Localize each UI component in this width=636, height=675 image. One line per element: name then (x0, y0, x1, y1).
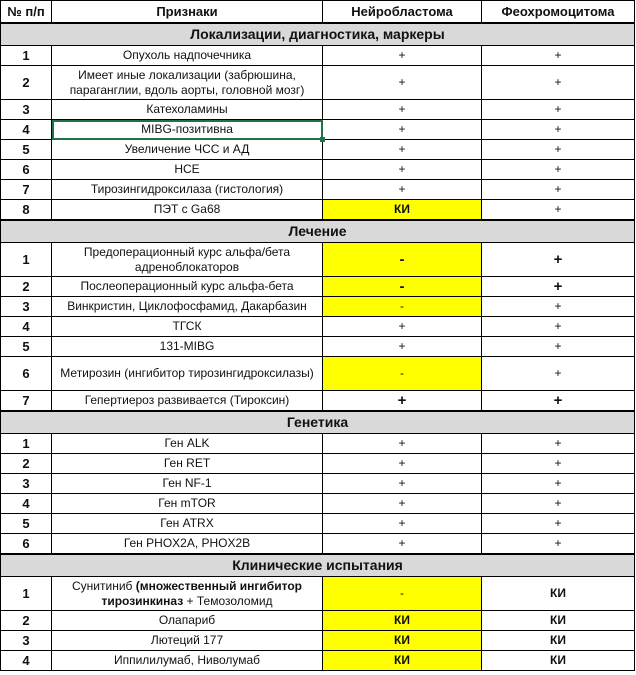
table-row (1, 243, 635, 277)
row-number-cell[interactable]: 2 (1, 66, 52, 100)
neuroblastoma-cell[interactable]: + (323, 534, 482, 555)
table-row (1, 317, 635, 337)
feature-cell[interactable] (52, 180, 323, 200)
table-row (1, 277, 635, 297)
table-row (1, 66, 635, 100)
feature-text: Ген mTOR (158, 496, 216, 510)
table-row (1, 160, 635, 180)
neuroblastoma-cell[interactable]: + (323, 140, 482, 160)
row-number-cell[interactable]: 1 (1, 46, 52, 66)
table-row (1, 434, 635, 454)
table-row (1, 631, 635, 651)
row-number-cell[interactable]: 1 (1, 577, 52, 611)
table-row (1, 611, 635, 631)
neuroblastoma-cell[interactable]: + (323, 494, 482, 514)
feature-cell[interactable] (52, 317, 323, 337)
section-row (1, 23, 635, 46)
section-row (1, 411, 635, 434)
feature-cell[interactable] (52, 120, 323, 140)
feature-cell[interactable] (52, 454, 323, 474)
feature-cell[interactable] (52, 514, 323, 534)
feature-text: Винкристин, Циклофосфамид, Дакарбазин (67, 299, 307, 313)
feature-cell[interactable] (52, 140, 323, 160)
table-row (1, 120, 635, 140)
table-row (1, 200, 635, 221)
feature-cell[interactable] (52, 337, 323, 357)
row-number-cell[interactable]: 2 (1, 454, 52, 474)
row-number-cell[interactable]: 3 (1, 297, 52, 317)
header-neuroblastoma[interactable]: Нейробластома (323, 1, 482, 24)
neuroblastoma-cell[interactable]: - (323, 577, 482, 611)
feature-cell[interactable] (52, 277, 323, 297)
row-number-cell[interactable]: 8 (1, 200, 52, 221)
section-row (1, 220, 635, 243)
feature-text: Катехоламины (146, 102, 228, 116)
feature-text: 131-MIBG (159, 339, 215, 353)
row-number-cell[interactable]: 4 (1, 494, 52, 514)
feature-text: Послеоперационный курс альфа-бета (80, 279, 294, 293)
feature-cell[interactable] (52, 391, 323, 412)
table-row (1, 297, 635, 317)
feature-text: + Темозоломид (183, 593, 273, 608)
feature-text: Ген ATRX (160, 516, 214, 530)
table-row (1, 494, 635, 514)
feature-cell[interactable] (52, 243, 323, 277)
feature-cell[interactable] (52, 651, 323, 671)
row-number-cell[interactable]: 3 (1, 631, 52, 651)
row-number-cell[interactable]: 6 (1, 534, 52, 555)
feature-text: Опухоль надпочечника (122, 48, 252, 62)
pheochromocytoma-cell[interactable]: + (482, 454, 635, 474)
row-number-cell[interactable]: 1 (1, 243, 52, 277)
table-row (1, 534, 635, 555)
row-number-cell[interactable]: 2 (1, 611, 52, 631)
pheochromocytoma-cell[interactable]: + (482, 337, 635, 357)
neuroblastoma-cell[interactable]: КИ (323, 200, 482, 221)
row-number-cell[interactable]: 4 (1, 120, 52, 140)
row-number-cell[interactable]: 3 (1, 100, 52, 120)
table-row (1, 514, 635, 534)
feature-cell[interactable] (52, 297, 323, 317)
pheochromocytoma-cell[interactable]: + (482, 391, 635, 412)
table-row (1, 180, 635, 200)
header-row (1, 1, 635, 24)
feature-text: Ген PHOX2A, PHOX2B (123, 536, 251, 550)
neuroblastoma-cell[interactable]: - (323, 243, 482, 277)
section-row (1, 554, 635, 577)
neuroblastoma-cell[interactable]: + (323, 66, 482, 100)
feature-cell[interactable] (52, 494, 323, 514)
row-number-cell[interactable]: 5 (1, 514, 52, 534)
neuroblastoma-cell[interactable]: - (323, 297, 482, 317)
neuroblastoma-cell[interactable]: + (323, 120, 482, 140)
feature-text: MIBG-позитивна (141, 122, 233, 136)
row-number-cell[interactable]: 1 (1, 434, 52, 454)
feature-cell[interactable] (52, 66, 323, 100)
feature-cell[interactable] (52, 631, 323, 651)
table-body (1, 23, 635, 671)
pheochromocytoma-cell[interactable]: + (482, 66, 635, 100)
neuroblastoma-cell[interactable]: + (323, 100, 482, 120)
feature-cell[interactable] (52, 100, 323, 120)
feature-text: Предоперационный курс альфа/бета адреноблокаторов (83, 244, 291, 274)
neuroblastoma-cell[interactable]: + (323, 454, 482, 474)
row-number-cell[interactable]: 5 (1, 337, 52, 357)
pheochromocytoma-cell[interactable]: + (482, 200, 635, 221)
neuroblastoma-cell[interactable]: - (323, 357, 482, 391)
feature-text: Иппилилумаб, Ниволумаб (113, 653, 261, 667)
pheochromocytoma-cell[interactable]: КИ (482, 611, 635, 631)
pheochromocytoma-cell[interactable]: + (482, 277, 635, 297)
table-row (1, 100, 635, 120)
row-number-cell[interactable]: 2 (1, 277, 52, 297)
table-row (1, 474, 635, 494)
neuroblastoma-cell[interactable]: КИ (323, 651, 482, 671)
feature-cell[interactable] (52, 434, 323, 454)
pheochromocytoma-cell[interactable]: + (482, 100, 635, 120)
feature-text: Метирозин (ингибитор тирозингидроксилазы) (60, 366, 314, 380)
feature-text: ПЭТ с Ga68 (153, 202, 221, 216)
feature-text: Тирозингидроксилаза (гистология) (90, 182, 284, 196)
pheochromocytoma-cell[interactable]: + (482, 46, 635, 66)
neuroblastoma-cell[interactable]: - (323, 277, 482, 297)
pheochromocytoma-cell[interactable]: + (482, 317, 635, 337)
row-number-cell[interactable]: 6 (1, 160, 52, 180)
pheochromocytoma-cell[interactable]: КИ (482, 631, 635, 651)
neuroblastoma-cell[interactable]: + (323, 434, 482, 454)
feature-text: Имеет иные локализации (забрюшина, параганглии, вдоль аорты, головной мозг) (69, 67, 305, 97)
neuroblastoma-cell[interactable]: + (323, 317, 482, 337)
table-row (1, 140, 635, 160)
pheochromocytoma-cell[interactable]: КИ (482, 651, 635, 671)
section-title[interactable]: Клинические испытания (1, 554, 635, 577)
row-number-cell[interactable]: 7 (1, 180, 52, 200)
table-row (1, 577, 635, 611)
feature-text: Сунитиниб (72, 578, 136, 593)
header-number[interactable]: № п/п (1, 1, 52, 24)
feature-cell[interactable] (52, 577, 323, 611)
pheochromocytoma-cell[interactable]: + (482, 514, 635, 534)
pheochromocytoma-cell[interactable]: + (482, 180, 635, 200)
header-pheochromocytoma[interactable]: Феохромоцитома (482, 1, 635, 24)
pheochromocytoma-cell[interactable]: + (482, 243, 635, 277)
feature-cell[interactable] (52, 357, 323, 391)
pheochromocytoma-cell[interactable]: + (482, 434, 635, 454)
pheochromocytoma-cell[interactable]: + (482, 297, 635, 317)
feature-cell[interactable] (52, 160, 323, 180)
row-number-cell[interactable]: 4 (1, 651, 52, 671)
table-row (1, 46, 635, 66)
pheochromocytoma-cell[interactable]: + (482, 357, 635, 391)
neuroblastoma-cell[interactable]: + (323, 337, 482, 357)
row-number-cell[interactable]: 7 (1, 391, 52, 412)
neuroblastoma-cell[interactable]: КИ (323, 611, 482, 631)
pheochromocytoma-cell[interactable]: + (482, 494, 635, 514)
row-number-cell[interactable]: 5 (1, 140, 52, 160)
feature-cell[interactable] (52, 46, 323, 66)
section-title[interactable]: Лечение (1, 220, 635, 243)
pheochromocytoma-cell[interactable]: + (482, 120, 635, 140)
table-row (1, 357, 635, 391)
neuroblastoma-cell[interactable]: + (323, 46, 482, 66)
header-feature[interactable]: Признаки (52, 1, 323, 24)
neuroblastoma-cell[interactable]: + (323, 391, 482, 412)
pheochromocytoma-cell[interactable]: + (482, 534, 635, 555)
feature-cell[interactable] (52, 534, 323, 555)
feature-text: Ген ALK (164, 436, 210, 450)
neuroblastoma-cell[interactable]: + (323, 474, 482, 494)
feature-text: Олапариб (158, 613, 216, 627)
row-number-cell[interactable]: 6 (1, 357, 52, 391)
feature-cell[interactable] (52, 200, 323, 221)
feature-text: (множественный ингибитор тирозинкиназ (101, 578, 302, 608)
feature-cell[interactable] (52, 611, 323, 631)
feature-text: НСЕ (174, 162, 200, 176)
neuroblastoma-cell[interactable]: + (323, 160, 482, 180)
table-row (1, 651, 635, 671)
table-row (1, 454, 635, 474)
feature-text: Ген RET (163, 456, 211, 470)
row-number-cell[interactable]: 4 (1, 317, 52, 337)
feature-text: Ген NF-1 (162, 476, 212, 490)
feature-cell[interactable] (52, 474, 323, 494)
pheochromocytoma-cell[interactable]: + (482, 140, 635, 160)
feature-text: ТГСК (172, 319, 202, 333)
table-row (1, 337, 635, 357)
feature-text: Лютеций 177 (150, 633, 224, 647)
feature-text: Увеличение ЧСС и АД (124, 142, 250, 156)
feature-text: Гепертиероз развивается (Тироксин) (84, 393, 290, 407)
pheochromocytoma-cell[interactable]: + (482, 160, 635, 180)
neuroblastoma-cell[interactable]: + (323, 514, 482, 534)
section-title[interactable]: Генетика (1, 411, 635, 434)
neuroblastoma-cell[interactable]: + (323, 180, 482, 200)
row-number-cell[interactable]: 3 (1, 474, 52, 494)
pheochromocytoma-cell[interactable]: КИ (482, 577, 635, 611)
table-row (1, 391, 635, 412)
pheochromocytoma-cell[interactable]: + (482, 474, 635, 494)
section-title[interactable]: Локализации, диагностика, маркеры (1, 23, 635, 46)
neuroblastoma-cell[interactable]: КИ (323, 631, 482, 651)
